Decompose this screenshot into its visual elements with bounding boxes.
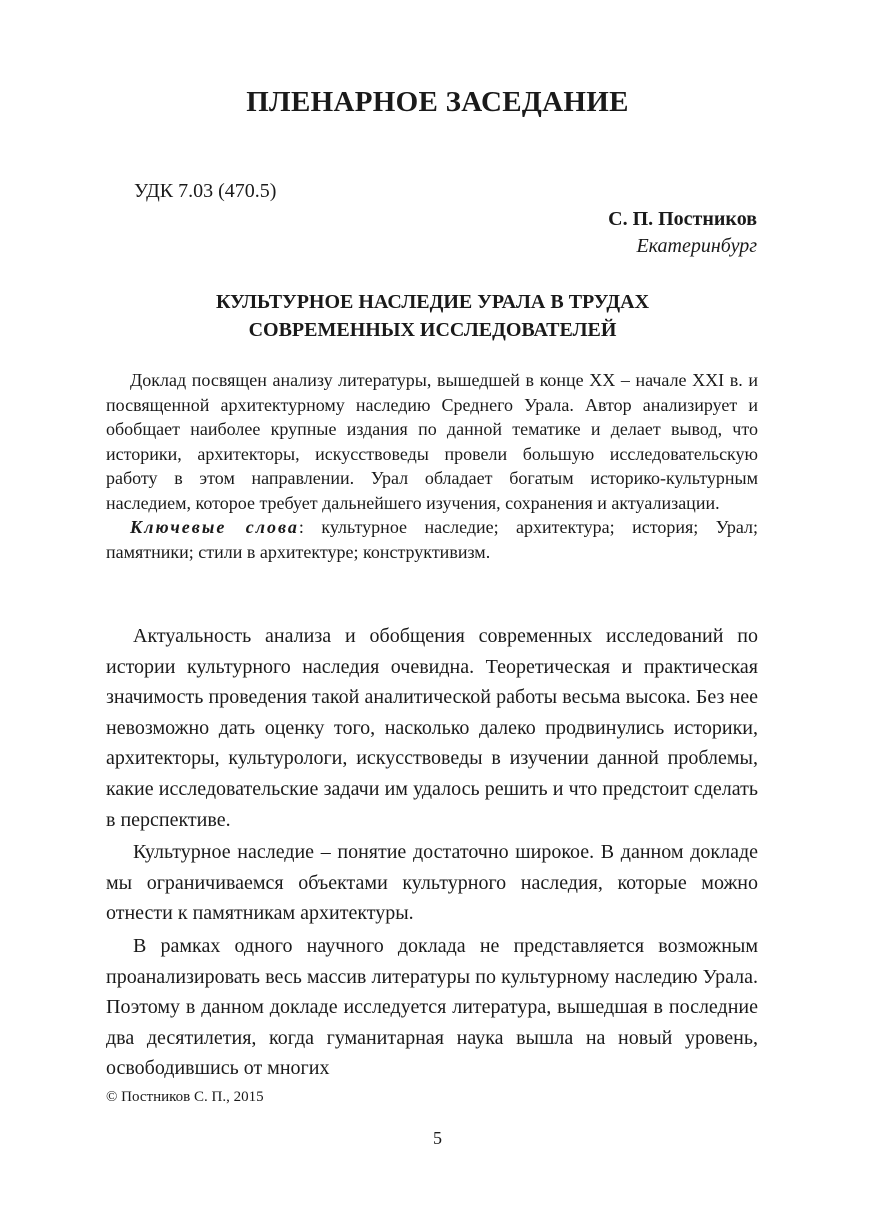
body-paragraph: Актуальность анализа и обобщения современных исследований по истории культурного наследия очевидна. Теоретическая и практическая значимость проведения такой аналитической работы весьма высока. Без нее невозможно дать оценку того, насколько далеко продвинулись историки, архитекторы, культурологи, искусствоведы в изучении данной проблемы, какие исследовательские задачи им удалось решить и что предстоит сделать в перспективе. [106,625,758,831]
article-title-line-1: КУЛЬТУРНОЕ НАСЛЕДИЕ УРАЛА В ТРУДАХ [215,291,650,313]
udc-code: УДК 7.03 (470.5) [134,180,277,202]
copyright-note: © Постников С. П., 2015 [106,1089,264,1105]
page-number: 5 [433,1128,442,1148]
article-title-line-2: СОВРЕМЕННЫХ ИССЛЕДОВАТЕЛЕЙ [248,319,617,341]
author-block [608,206,757,260]
keywords [106,515,758,564]
keywords-label: Ключевые слова [130,517,299,537]
abstract [106,368,758,564]
abstract-text: Доклад посвящен анализу литературы, вышедшей в конце XX – начале XXI в. и посвященной архитектурному наследию Среднего Урала. Автор анализирует и обобщает наиболее крупные издания по данной тематике и делает вывод, что историки, архитекторы, искусствоведы провели большую исследовательскую работу в этом направлении. Урал обладает богатым историко-культурным наследием, которое требует дальнейшего изучения, сохранения и актуализации. [106,370,758,513]
section-title: ПЛЕНАРНОЕ ЗАСЕДАНИЕ [246,86,629,118]
body-text [106,621,758,1084]
keywords-list: : культурное наследие; архитектура; история; Урал; памятники; стили в архитектуре; конструктивизм. [106,517,758,562]
author-name: С. П. Постников [608,208,757,230]
author-city: Екатеринбург [636,235,757,257]
body-paragraph: Культурное наследие – понятие достаточно широкое. В данном докладе мы ограничиваемся объектами культурного наследия, которые можно отнести к памятникам архитектуры. [106,841,758,925]
article-title [100,288,765,344]
body-paragraph: В рамках одного научного доклада не представляется возможным проанализировать весь массив литературы по культурному наследию Урала. Поэтому в данном докладе исследуется литература, вышедшая в последние два десятилетия, когда гуманитарная наука вышла на новый уровень, освободившись от многих [106,934,758,1080]
